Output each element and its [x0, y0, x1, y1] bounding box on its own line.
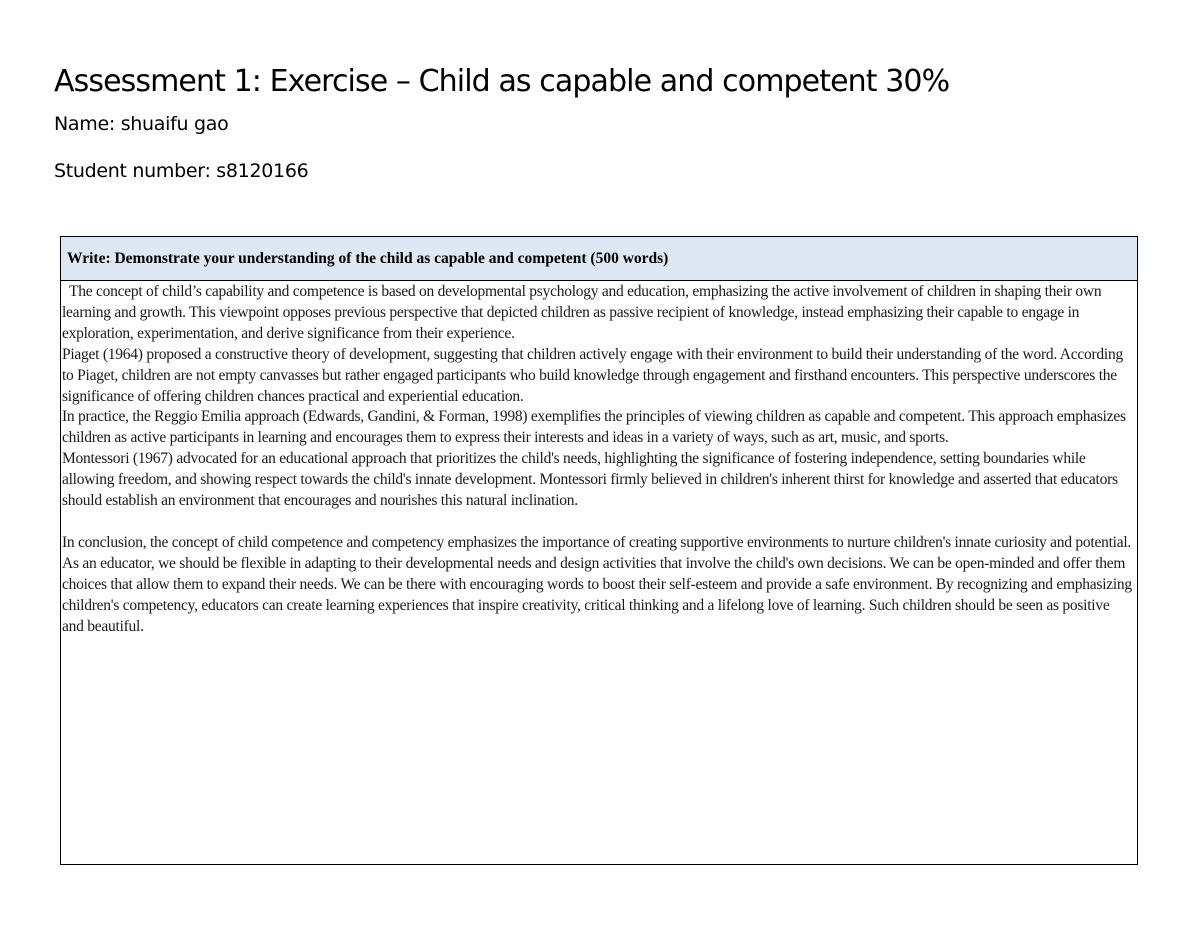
answer-box-header: Write: Demonstrate your understanding of the child as capable and competent (500 words) [61, 237, 1137, 281]
paragraph-spacer [62, 512, 1133, 533]
student-name: Name: shuaifu gao [54, 113, 229, 135]
paragraph-reggio-emilia: In practice, the Reggio Emilia approach (Edwards, Gandini, & Forman, 1998) exemplifies the principles of viewing children as capable and competent. This approach emphasizes children as active participants in learning and encourages them to express their interests and ideas in a variety of ways, such as art, music, and sports. [62, 408, 1126, 447]
paragraph-intro: The concept of child’s capability and competence is based on developmental psychology and education, emphasizing the active involvement of children in shaping their own learning and growth. This viewpoint opposes previous perspective that depicted children as passive recipient of knowledge, instead emphasizing their capable to engage in exploration, experimentation, and derive significance from their experience. [62, 283, 1102, 342]
document-title: Assessment 1: Exercise – Child as capable and competent 30% [54, 64, 950, 99]
answer-box-body [61, 281, 1137, 638]
paragraph-piaget: Piaget (1964) proposed a constructive theory of development, suggesting that children actively engage with their environment to build their understanding of the word. According to Piaget, children are not empty canvasses but rather engaged participants who build knowledge through engagement and firsthand encounters. This perspective underscores the significance of offering children chances practical and experiential education. [62, 345, 1123, 405]
paragraph-montessori: Montessori (1967) advocated for an educational approach that prioritizes the child's needs, highlighting the significance of fostering independence, setting boundaries while allowing freedom, and showing respect towards the child's innate development. Montessori firmly believed in children's inherent thirst for knowledge and asserted that educators should establish an environment that encourages and nourishes this natural inclination. [62, 450, 1118, 510]
student-number: Student number: s8120166 [54, 160, 309, 182]
answer-box [60, 236, 1138, 865]
paragraph-conclusion: In conclusion, the concept of child competence and competency emphasizes the importance of creating supportive environments to nurture children's innate curiosity and potential. As an educator, we should be flexible in adapting to their developmental needs and design activities that involve the child's own decisions. We can be open-minded and offer them choices that allow them to expand their needs. We can be there with encouraging words to boost their self-esteem and provide a safe environment. By recognizing and emphasizing children's competency, educators can create learning experiences that inspire creativity, critical thinking and a lifelong love of learning. Such children should be seen as positive and beautiful. [62, 533, 1132, 635]
